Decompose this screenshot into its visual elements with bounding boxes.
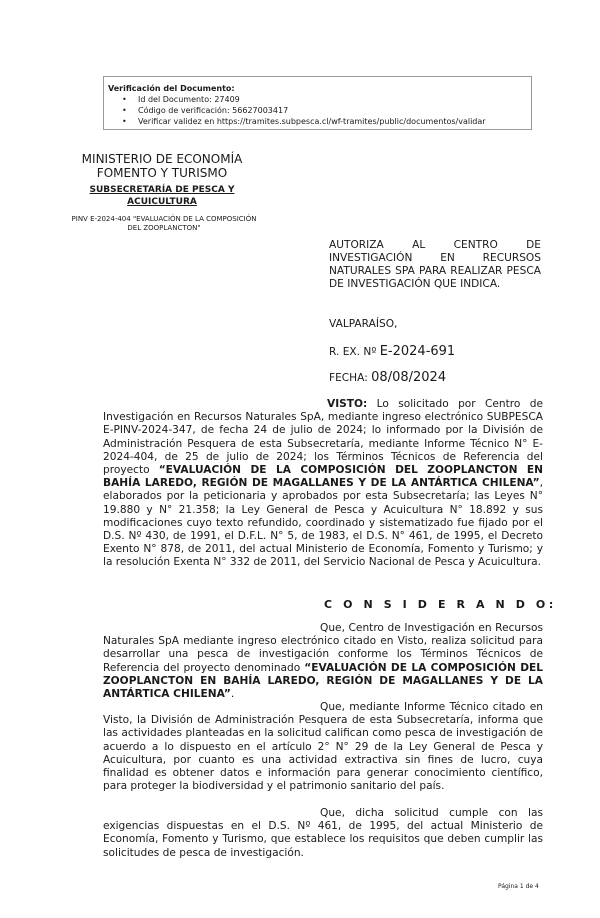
resolution-value: E-2024-691	[379, 344, 456, 359]
pinv-reference	[34, 215, 294, 233]
visto-label: VISTO:	[327, 398, 368, 410]
document-id: Id del Documento: 27409	[138, 95, 240, 104]
resolution-label: R. EX. Nº	[329, 346, 377, 358]
list-item	[122, 94, 531, 105]
considerando-paragraph-1	[103, 622, 543, 701]
subsecretaria-line: ACUICULTURA	[127, 197, 197, 207]
verification-box	[103, 76, 532, 130]
resolution-number	[329, 344, 455, 359]
verification-url[interactable]: Verificar validez en https://tramites.subpesca.cl/wf-tramites/public/documentos/validar	[138, 117, 486, 126]
date-value: 08/08/2024	[371, 370, 447, 385]
paragraph-text: Lo solicitado por Centro de Investigación en Recursos Naturales SpA, mediante ingreso electrónico SUBPESCA E-PINV-2024-347, de fecha 24 de julio de 2024; lo informado por la División de Administración Pesquera de esta Subsecretaría, mediante Informe Técnico N° E-2024-404, de 25 de julio de 2024; los Términos Técnicos de Referencia del proyecto	[103, 398, 543, 477]
ministry-line: FOMENTO Y TURISMO	[96, 166, 228, 180]
considerando-heading: C O N S I D E R A N D O:	[324, 598, 557, 611]
bullet-icon: •	[122, 95, 127, 104]
pinv-line: DEL ZOOPLANCTON"	[127, 224, 201, 232]
ministry-line: MINISTERIO DE ECONOMÍA	[81, 152, 243, 166]
date-label: FECHA:	[329, 372, 368, 384]
considerando-paragraph-3: Que, dicha solicitud cumple con las exigencias dispuestas en el D.S. Nº 461, de 1995, del actual Ministerio de Economía, Fomento y Turismo, que establece los requisitos que deben cumplir las solicitudes de pesca de investigación.	[103, 807, 543, 859]
project-title: “EVALUACIÓN DE LA COMPOSICIÓN DEL ZOOPLANCTON EN BAHÍA LAREDO, REGIÓN DE MAGALLANES Y DE LA ANTÁRTICA CHILENA”	[103, 661, 543, 701]
resolution-date	[329, 370, 446, 385]
bullet-icon: •	[122, 117, 127, 126]
considerando-paragraph-2: Que, mediante Informe Técnico citado en Visto, la División de Administración Pesquera de esta Subsecretaría, informa que las actividades planteadas en la solicitud califican como pesca de investigación de acuerdo a lo dispuesto en el artículo 2° N° 29 de la Ley General de Pesca y Acuicultura, por cuanto es una actividad extractiva sin fines de lucro, cuya finalidad es obtener datos e información para generar conocimiento científico, para proteger la biodiversidad y el patrimonio sanitario del país.	[103, 701, 543, 793]
verification-code: Código de verificación: 56627003417	[138, 106, 289, 115]
subsecretaria-name	[62, 184, 262, 208]
ministry-name	[62, 152, 262, 180]
visto-paragraph	[103, 398, 543, 570]
paragraph-text: .	[230, 688, 235, 701]
list-item	[122, 116, 531, 127]
paragraph-text: Que, Centro de Investigación en Recursos Naturales SpA mediante ingreso electrónico citado en Visto, realiza solicitud para desarrollar una pesca de investigación conforme los Términos Técnicos de Referencia del proyecto denominado	[103, 622, 543, 674]
project-title: “EVALUACIÓN DE LA COMPOSICIÓN DEL ZOOPLANCTON EN BAHÍA LAREDO, REGIÓN DE MAGALLANES Y DE LA ANTÁRTICA CHILENA”	[103, 464, 544, 490]
subsecretaria-line: SUBSECRETARÍA DE PESCA Y	[89, 185, 235, 195]
place: VALPARAÍSO,	[329, 318, 398, 330]
resolution-summary: AUTORIZA AL CENTRO DE INVESTIGACIÓN EN RECURSOS NATURALES SPA PARA REALIZAR PESCA DE INVESTIGACIÓN QUE INDICA.	[329, 239, 541, 290]
page-number: Página 1 de 4	[498, 883, 539, 890]
bullet-icon: •	[122, 106, 127, 115]
pinv-line: PINV E-2024-404 "EVALUACIÓN DE LA COMPOSICIÓN	[71, 215, 257, 223]
verification-title: Verificación del Documento:	[108, 84, 235, 93]
paragraph-text: , elaborados por la peticionaria y aprobados por esta Subsecretaría; las Leyes N° 19.880 y N° 21.358; la Ley General de Pesca y Acuicultura N° 18.892 y sus modificaciones cuyo texto refundido, coordinado y sistematizado fue fijado por el D.S. Nº 430, de 1991, el D.F.L. N° 5, de 1983, el D.S. N° 461, de 1995, el Decreto Exento N° 878, de 2011, del actual Ministerio de Economía, Fomento y Turismo; y la resolución Exenta N° 332 de 2011, del Servicio Nacional de Pesca y Acuicultura.	[103, 477, 543, 569]
verification-list	[108, 94, 531, 127]
list-item	[122, 105, 531, 116]
